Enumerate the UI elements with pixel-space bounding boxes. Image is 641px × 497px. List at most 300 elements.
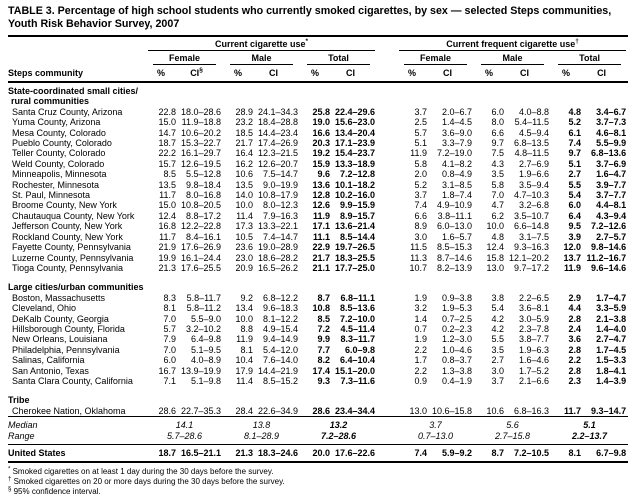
range-value: 5.7–28.6 [166, 430, 203, 441]
ci-cell: 4.7–10.3 [513, 190, 550, 201]
ci-cell: 12.2–22.8 [180, 221, 221, 232]
table-row [8, 211, 628, 221]
ci-cell: 6.4–9.8 [190, 334, 221, 345]
table-row [8, 138, 628, 148]
pct-cell: 17.3 [235, 221, 253, 232]
column-gap [377, 366, 397, 376]
pct-cell: 8.3 [163, 292, 176, 303]
ci-cell: 0.7–2.5 [442, 313, 473, 324]
pct-cell: 9.3 [317, 375, 330, 386]
column-gap [377, 169, 397, 179]
pct-cell: 20.3 [312, 138, 330, 149]
ci-cell: 17.6–22.6 [330, 445, 377, 463]
footnote [8, 467, 633, 477]
footnote-marker: § [8, 486, 12, 493]
ci-cell: 2.7–6.9 [519, 158, 550, 169]
pct-cell: 8.2 [317, 355, 330, 366]
community-cell: Jefferson County, New York [12, 221, 123, 232]
ci-cell: 2.1–3.8 [596, 313, 627, 324]
ci-cell: 6.4–10.4 [339, 355, 376, 366]
subgroup-total: Total [300, 51, 377, 65]
ci-cell: 1.5–3.3 [596, 355, 627, 366]
pct-cell: 4.8 [568, 106, 582, 117]
ci-cell: 4.4–8.1 [596, 200, 627, 211]
column-gap [377, 200, 397, 210]
median-value: 14.1 [146, 417, 223, 431]
median-value: 13.2 [300, 417, 377, 431]
table-row [8, 242, 628, 252]
pct-cell: 5.5 [491, 334, 505, 345]
section-title-line: Large cities/urban communities [8, 282, 144, 293]
ci-cell: 8.4–16.1 [185, 231, 221, 242]
pct-cell: 2.7 [491, 355, 505, 366]
ci-cell: 9.4–14.9 [262, 334, 298, 345]
pct-cell: 14.7 [158, 127, 176, 138]
ci-cell: 8.9–15.7 [339, 210, 376, 221]
footnote-marker-asterisk: * [305, 38, 309, 45]
ci-cell: 4.9–10.9 [436, 200, 473, 211]
pct-cell: 12.4 [486, 242, 505, 253]
ci-cell: 2.1–6.6 [519, 375, 550, 386]
range-value: 2.7–15.8 [495, 430, 531, 441]
column-gap [377, 190, 397, 200]
ci-cell: 12.3–21.5 [257, 148, 298, 159]
community-cell: Pueblo County, Colorado [12, 138, 112, 149]
ci-label: CI [190, 68, 200, 78]
pct-cell: 13.0 [486, 262, 505, 273]
community-cell: Luzerne County, Pennsylvania [12, 252, 134, 263]
ci-cell: 1.4–3.9 [596, 375, 627, 386]
pct-cell: 3.9 [568, 231, 582, 242]
pct-cell: 8.8 [240, 323, 253, 334]
pct-header: % [551, 65, 581, 82]
pct-cell: 10.7 [409, 262, 428, 273]
pct-cell: 5.7 [163, 323, 176, 334]
column-gap [377, 128, 397, 138]
pct-cell: 21.7 [235, 138, 253, 149]
ci-cell: 12.6–20.7 [257, 158, 298, 169]
pct-cell: 4.2 [491, 323, 505, 334]
pct-cell: 2.8 [568, 313, 582, 324]
community-cell: Hillsborough County, Florida [12, 323, 125, 334]
pct-cell: 7.9 [163, 334, 176, 345]
ci-cell: 6.8–12.2 [262, 292, 298, 303]
pct-cell: 0.7 [414, 323, 428, 334]
ci-cell: 3.3–7.9 [442, 138, 473, 149]
column-gap [377, 242, 397, 252]
pct-header: % [146, 65, 176, 82]
ci-cell: 9.0–19.9 [262, 179, 298, 190]
column-gap [377, 406, 397, 417]
pct-cell: 8.1 [240, 344, 253, 355]
ci-cell: 14.4–23.4 [257, 127, 298, 138]
community-cell: Weld County, Colorado [12, 158, 105, 169]
pct-cell: 13.4 [235, 303, 253, 314]
ci-cell: 7.9–16.3 [262, 210, 298, 221]
table-row [8, 406, 628, 417]
column-gap [377, 314, 397, 324]
pct-cell: 11.1 [312, 231, 330, 242]
ci-cell: 24.1–34.3 [257, 106, 298, 117]
pct-cell: 10.0 [486, 221, 505, 232]
ci-cell: 7.3–11.6 [340, 375, 376, 386]
ci-cell: 16.1–29.7 [180, 148, 221, 159]
ci-cell: 6.8–13.6 [591, 148, 627, 159]
pct-cell: 16.6 [312, 127, 330, 138]
pct-cell: 5.8 [491, 179, 505, 190]
ci-cell: 3.1–7.5 [519, 231, 550, 242]
ci-cell: 10.8–20.5 [180, 200, 221, 211]
table-row [8, 324, 628, 334]
ci-cell: 5.4–12.0 [262, 344, 298, 355]
pct-cell: 13.7 [563, 252, 582, 263]
ci-cell: 2.7–5.7 [596, 231, 627, 242]
ci-cell: 14.4–21.9 [257, 365, 298, 376]
pct-cell: 6.0 [491, 106, 505, 117]
footnote [8, 487, 633, 497]
pct-cell: 2.8 [568, 365, 582, 376]
ci-cell: 5.5–9.0 [190, 313, 221, 324]
table-row [8, 190, 628, 200]
ci-cell: 8.2–13.9 [436, 262, 473, 273]
ci-cell: 4.6–8.1 [596, 127, 627, 138]
group-gap [377, 65, 397, 82]
ci-cell: 5.8–11.2 [186, 303, 221, 314]
pct-cell: 1.9 [414, 334, 428, 345]
pct-cell: 6.2 [491, 210, 505, 221]
ci-cell: 3.6–8.1 [519, 303, 550, 314]
pct-cell: 18.5 [235, 127, 253, 138]
column-gap [377, 138, 397, 148]
ci-cell: 3.1–8.5 [442, 179, 473, 190]
ci-cell: 18.0–28.6 [180, 106, 221, 117]
ci-cell: 6.8–11.1 [340, 292, 376, 303]
subgroup-male: Male [223, 51, 300, 65]
ci-cell: 1.9–5.3 [442, 303, 473, 314]
ci-cell: 7.2–19.0 [436, 148, 473, 159]
ci-cell: 6.8–16.3 [513, 405, 550, 416]
pct-cell: 15.0 [158, 200, 176, 211]
pct-cell: 13.5 [158, 179, 176, 190]
ci-cell: 13.9–19.9 [180, 365, 221, 376]
pct-cell: 15.8 [486, 252, 505, 263]
community-cell: Mesa County, Colorado [12, 127, 106, 138]
pct-cell: 3.0 [491, 365, 505, 376]
pct-cell: 12.8 [312, 190, 330, 201]
ci-cell: 4.8–11.5 [514, 148, 550, 159]
ci-cell: 6.0–13.0 [436, 221, 473, 232]
pct-cell: 11.4 [236, 375, 253, 386]
subgroup-total: Total [551, 51, 628, 65]
pct-cell: 21.7 [312, 252, 330, 263]
column-gap [377, 345, 397, 355]
ci-cell: 5.1–9.8 [190, 375, 221, 386]
ci-cell: 5.5–9.9 [596, 138, 627, 149]
pct-header: % [223, 65, 253, 82]
ci-cell: 2.7–4.7 [596, 334, 627, 345]
footnote-marker: † [8, 476, 12, 483]
ci-cell: 1.6–4.7 [596, 169, 627, 180]
ci-cell: 3.8–11.1 [437, 210, 473, 221]
ci-cell: 16.1–24.4 [180, 252, 221, 263]
ci-cell: 4.5–9.4 [519, 127, 550, 138]
table-row [8, 263, 628, 273]
ci-cell: 5.5–12.8 [185, 169, 221, 180]
community-cell: San Antonio, Texas [12, 365, 89, 376]
pct-cell: 16.8 [158, 221, 176, 232]
ci-cell: 5.4–11.5 [514, 117, 550, 128]
community-cell: New Orleans, Louisiana [12, 334, 108, 345]
column-gap [377, 334, 397, 344]
pct-cell: 5.7 [414, 127, 428, 138]
section-header-row [8, 273, 628, 292]
ci-cell: 1.9–6.3 [519, 344, 550, 355]
table-row [8, 293, 628, 303]
pct-cell: 7.4 [414, 200, 428, 211]
subgroup-female: Female [146, 51, 223, 65]
ci-cell: 8.5–13.6 [339, 303, 376, 314]
pct-cell: 3.7 [491, 375, 505, 386]
ci-cell: 2.2–6.5 [519, 292, 550, 303]
ci-cell: 4.9–15.4 [262, 323, 298, 334]
pct-cell: 21.9 [158, 242, 176, 253]
pct-cell: 1.9 [414, 292, 428, 303]
ci-cell: 11.2–16.7 [586, 252, 627, 263]
column-gap [377, 445, 397, 463]
pct-cell: 4.8 [491, 231, 505, 242]
pct-cell: 12.4 [158, 210, 176, 221]
pct-cell: 11.9 [236, 334, 253, 345]
pct-cell: 19.2 [312, 148, 330, 159]
ci-cell: 4.0–8.8 [519, 106, 550, 117]
pct-cell: 21.3 [158, 262, 176, 273]
table-row [8, 376, 628, 386]
range-value: 7.2–28.6 [320, 430, 357, 441]
ci-cell: 1.3–3.8 [442, 365, 473, 376]
ci-cell: 3.2–10.2 [185, 323, 221, 334]
table-row [8, 253, 628, 263]
range-value: 2.2–13.7 [572, 430, 608, 441]
ci-header: CI [427, 65, 474, 82]
ci-cell: 18.6–28.2 [257, 252, 298, 263]
pct-cell: 25.8 [312, 106, 330, 117]
pct-cell: 21.3 [223, 445, 253, 463]
pct-cell: 11.7 [159, 231, 176, 242]
ci-cell: 17.4–26.9 [257, 138, 298, 149]
table-title: TABLE 3. Percentage of high school students who currently smoked cigarettes, by sex — selected Steps communities, Youth Risk Behavior Survey, 2007 [8, 5, 612, 30]
ci-cell: 9.6–18.3 [262, 303, 298, 314]
pct-cell: 28.6 [312, 405, 330, 416]
pct-cell: 7.2 [317, 323, 330, 334]
pct-cell: 6.6 [414, 210, 428, 221]
median-label: Median [8, 417, 146, 431]
table-header [8, 36, 628, 82]
pct-cell: 20.9 [235, 262, 253, 273]
pct-cell: 16.4 [235, 148, 253, 159]
table-row [8, 169, 628, 179]
pct-cell: 8.5 [163, 169, 176, 180]
ci-cell: 15.6–23.0 [334, 117, 376, 128]
pct-cell: 4.3 [491, 158, 505, 169]
ci-cell: 17.6–26.9 [180, 242, 221, 253]
footnotes [8, 467, 633, 496]
group-header-frequent-use [397, 36, 628, 51]
pct-cell: 6.1 [568, 127, 582, 138]
pct-cell: 6.6 [491, 127, 505, 138]
ci-cell: 1.8–7.4 [442, 190, 473, 201]
ci-cell: 2.3–7.8 [519, 323, 550, 334]
pct-cell: 3.7 [414, 106, 428, 117]
table-row [8, 128, 628, 138]
pct-cell: 17.1 [312, 221, 330, 232]
ci-cell: 1.7–5.2 [519, 365, 550, 376]
pct-cell: 9.2 [240, 292, 253, 303]
pct-cell: 2.2 [568, 355, 582, 366]
column-gap [377, 159, 397, 169]
pct-cell: 16.7 [158, 365, 176, 376]
ci-cell: 3.7–7.7 [596, 190, 627, 201]
pct-cell: 3.2 [414, 303, 428, 314]
footnote-marker-dagger: † [575, 38, 579, 45]
pct-cell: 11.7 [159, 190, 176, 201]
ci-cell: 13.6–21.4 [334, 221, 376, 232]
table-row [8, 148, 628, 158]
group-label: Current frequent cigarette use [446, 39, 576, 49]
ci-cell: 4.3–9.4 [596, 210, 627, 221]
pct-cell: 5.4 [491, 303, 505, 314]
ci-cell: 17.1–23.9 [334, 138, 376, 149]
community-cell: Rochester, Minnesota [12, 179, 100, 190]
ci-cell: 3.7–6.9 [596, 158, 627, 169]
pct-cell: 5.5 [568, 179, 582, 190]
section-header [8, 82, 628, 107]
pct-cell: 7.0 [163, 313, 176, 324]
ci-cell: 3.4–6.7 [596, 106, 627, 117]
ci-cell: 22.6–34.9 [257, 405, 298, 416]
ci-cell: 9.8–14.6 [591, 242, 627, 253]
column-gap [377, 221, 397, 231]
pct-cell: 7.7 [317, 344, 330, 355]
pct-cell: 4.4 [568, 303, 582, 314]
ci-cell: 19.0–28.9 [257, 242, 298, 253]
pct-cell: 13.6 [312, 179, 330, 190]
pct-cell: 4.7 [491, 200, 505, 211]
table-row [8, 366, 628, 376]
ci-header: CI [581, 65, 628, 82]
range-label: Range [8, 430, 35, 441]
ci-cell: 0.2–2.3 [442, 323, 473, 334]
ci-cell: 3.7–7.3 [596, 117, 627, 128]
ci-cell: 8.8–17.2 [185, 210, 221, 221]
ci-cell: 4.0–8.9 [190, 355, 221, 366]
pct-cell: 2.0 [414, 169, 428, 180]
column-gap [377, 253, 397, 263]
ci-cell: 10.8–17.9 [257, 190, 298, 201]
median-value: 3.7 [397, 417, 474, 431]
ci-cell: 1.0–4.6 [442, 344, 473, 355]
ci-cell: 16.5–21.1 [176, 445, 223, 463]
ci-cell: 10.6–20.2 [180, 127, 221, 138]
pct-cell: 18.7 [158, 138, 176, 149]
ci-cell: 9.7–17.2 [513, 262, 550, 273]
ci-cell: 16.5–26.2 [257, 262, 298, 273]
pct-cell: 9.5 [568, 221, 582, 232]
pct-cell: 7.0 [491, 190, 505, 201]
pct-cell: 1.7 [414, 355, 428, 366]
community-cell: Cleveland, Ohio [12, 303, 77, 314]
pct-cell: 6.0 [163, 355, 176, 366]
ci-cell: 1.8–4.1 [596, 365, 627, 376]
pct-cell: 7.1 [163, 375, 176, 386]
ci-cell: 0.4–1.9 [442, 375, 473, 386]
pct-cell: 15.7 [158, 158, 176, 169]
pct-header: % [300, 65, 330, 82]
table-row [8, 314, 628, 324]
pct-cell: 17.9 [235, 365, 253, 376]
ci-cell: 3.8–7.7 [519, 334, 550, 345]
footnote-marker-section: § [199, 67, 203, 74]
ci-cell: 4.1–8.2 [442, 158, 473, 169]
pct-cell: 23.2 [235, 117, 253, 128]
column-gap [377, 293, 397, 303]
pct-cell: 11.5 [410, 242, 428, 253]
pct-cell: 19.9 [158, 252, 176, 263]
ci-cell: 8.7–14.6 [436, 252, 473, 263]
pct-cell: 8.0 [491, 117, 505, 128]
ci-cell: 13.3–18.9 [334, 158, 376, 169]
community-cell: Santa Clara County, California [12, 375, 133, 386]
table-row [8, 221, 628, 231]
pct-cell: 1.4 [414, 313, 428, 324]
table-row [8, 117, 628, 127]
pct-cell: 6.0 [568, 200, 582, 211]
ci-cell: 12.6–19.5 [180, 158, 221, 169]
column-gap [377, 263, 397, 273]
pct-cell: 28.4 [235, 405, 253, 416]
median-value: 5.1 [551, 417, 628, 431]
ci-cell: 1.6–4.6 [519, 355, 550, 366]
pct-cell: 9.9 [317, 334, 330, 345]
pct-cell: 9.7 [491, 138, 505, 149]
pct-cell: 13.0 [409, 405, 428, 416]
group-gap [377, 51, 397, 65]
pct-cell: 8.9 [414, 221, 428, 232]
pct-cell: 11.9 [564, 262, 582, 273]
ci-cell: 5.1–9.5 [190, 344, 221, 355]
ci-cell: 5.8–11.7 [186, 292, 221, 303]
ci-cell: 5.9–9.2 [427, 445, 474, 463]
ci-cell: 3.2–6.8 [519, 200, 550, 211]
ci-cell: 15.1–20.0 [334, 365, 376, 376]
ci-cell: 1.2–3.0 [442, 334, 473, 345]
pct-cell: 28.6 [158, 405, 176, 416]
subgroup-female: Female [397, 51, 474, 65]
column-gap [377, 107, 397, 117]
pct-cell: 2.7 [568, 169, 582, 180]
ci-cell: 0.8–4.9 [442, 169, 473, 180]
ci-cell: 7.5–14.7 [262, 169, 298, 180]
pct-cell: 10.0 [235, 313, 253, 324]
pct-cell: 7.5 [491, 148, 505, 159]
ci-cell: 3.6–9.0 [442, 127, 473, 138]
pct-cell: 15.0 [158, 117, 176, 128]
footnote-text: 95% confidence interval. [13, 487, 101, 496]
ci-header [176, 65, 223, 82]
footnote [8, 477, 633, 487]
median-value: 5.6 [474, 417, 551, 431]
footnote-marker: * [8, 466, 11, 473]
pct-cell: 2.2 [414, 365, 428, 376]
